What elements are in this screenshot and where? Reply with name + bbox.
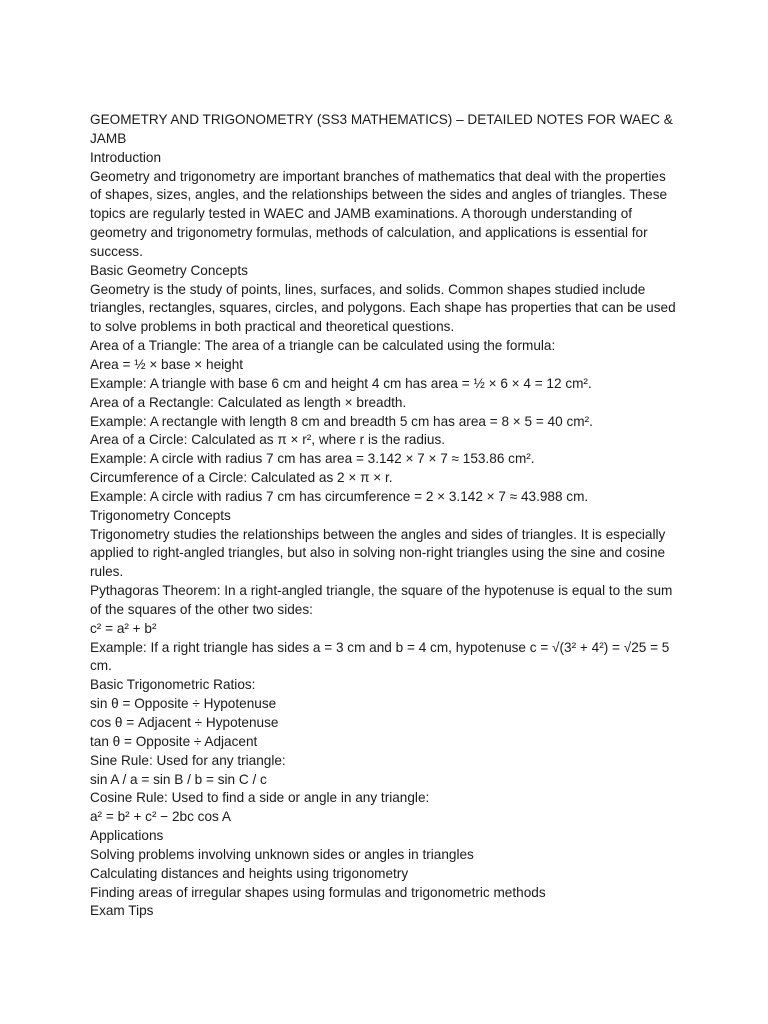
example-circle-area: Example: A circle with radius 7 cm has area = 3.142 × 7 × 7 ≈ 153.86 cm².: [90, 451, 535, 467]
text-line-circle-area: Area of a Circle: Calculated as π × r², where r is the radius.: [90, 432, 446, 448]
text-line-rectangle-area: Area of a Rectangle: Calculated as length × breadth.: [90, 394, 407, 410]
text-line-circumference: Circumference of a Circle: Calculated as 2 × π × r.: [90, 470, 393, 486]
list-item-application-1: Solving problems involving unknown sides or angles in triangles: [90, 846, 474, 862]
text-line-cosine-rule: Cosine Rule: Used to find a side or angle in any triangle:: [90, 790, 430, 806]
section-heading-basic-geometry: Basic Geometry Concepts: [90, 262, 248, 278]
section-heading-exam-tips: Exam Tips: [90, 903, 154, 919]
list-item-application-3: Finding areas of irregular shapes using formulas and trigonometric methods: [90, 884, 546, 900]
section-heading-ratios: Basic Trigonometric Ratios:: [90, 677, 256, 693]
formula-pythagoras: c² = a² + b²: [90, 620, 157, 636]
example-circumference: Example: A circle with radius 7 cm has circumference = 2 × 3.142 × 7 ≈ 43.988 cm.: [90, 488, 589, 504]
document-title: GEOMETRY AND TRIGONOMETRY (SS3 MATHEMATICS) – DETAILED NOTES FOR WAEC & JAMB: [90, 112, 673, 146]
list-item-application-2: Calculating distances and heights using trigonometry: [90, 865, 409, 881]
paragraph-trigonometry: Trigonometry studies the relationships between the angles and sides of triangles. It is especially applied to right-angled triangles, but also in solving non-right triangles using the sine and cosine rules.: [90, 526, 666, 580]
text-line-sine-rule: Sine Rule: Used for any triangle:: [90, 752, 286, 768]
formula-sine-ratio: sin θ = Opposite ÷ Hypotenuse: [90, 696, 277, 712]
example-triangle-area: Example: A triangle with base 6 cm and height 4 cm has area = ½ × 6 × 4 = 12 cm².: [90, 375, 592, 391]
paragraph-introduction: Geometry and trigonometry are important branches of mathematics that deal with the properties of shapes, sizes, angles, and the relationships between the sides and angles of triangles. These topics are regularly tested in WAEC and JAMB examinations. A thorough understanding of geometry and trigonometry formulas, methods of calculation, and applications is essential for success.: [90, 168, 668, 259]
document-page: [90, 111, 680, 921]
example-rectangle-area: Example: A rectangle with length 8 cm and breadth 5 cm has area = 8 × 5 = 40 cm².: [90, 413, 593, 429]
section-heading-trigonometry: Trigonometry Concepts: [90, 507, 231, 523]
section-heading-introduction: Introduction: [90, 149, 162, 165]
text-line-triangle-area: Area of a Triangle: The area of a triangle can be calculated using the formula:: [90, 338, 556, 354]
text-line-pythagoras: Pythagoras Theorem: In a right-angled triangle, the square of the hypotenuse is equal to the sum of the squares of the other two sides:: [90, 583, 673, 617]
example-pythagoras: Example: If a right triangle has sides a = 3 cm and b = 4 cm, hypotenuse c = √(3² + 4²) = √25 = 5 cm.: [90, 639, 670, 674]
formula-sine-rule: sin A / a = sin B / b = sin C / c: [90, 771, 267, 787]
section-heading-applications: Applications: [90, 828, 164, 844]
formula-cosine-ratio: cos θ = Adjacent ÷ Hypotenuse: [90, 715, 279, 730]
formula-triangle-area: Area = ½ × base × height: [90, 356, 244, 372]
formula-tangent-ratio: tan θ = Opposite ÷ Adjacent: [90, 733, 258, 749]
paragraph-geometry: Geometry is the study of points, lines, surfaces, and solids. Common shapes studied include triangles, rectangles, squares, circles, and polygons. Each shape has properties that can be used to solve problems in both practical and theoretical questions.: [90, 281, 676, 335]
formula-cosine-rule: a² = b² + c² − 2bc cos A: [90, 809, 231, 825]
